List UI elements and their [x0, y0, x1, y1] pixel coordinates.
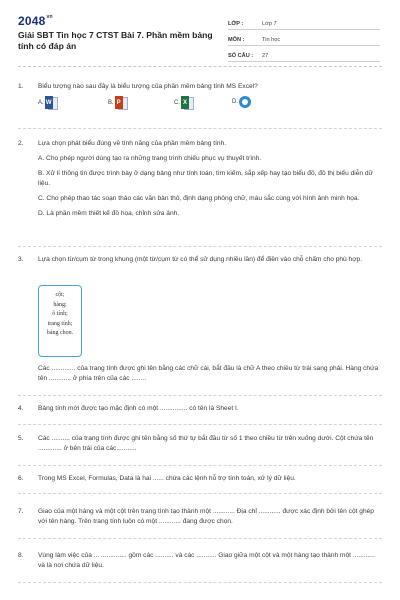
question-text: Vùng làm việc của ... .............. gồm các .......... và các ........... Giao giữa một cột và một hàng tạo thành một ............ và là nơi chứa dữ liệu.	[38, 552, 375, 569]
option-label: D.	[232, 99, 238, 105]
option-label: C.	[174, 100, 180, 106]
question-divider	[18, 465, 382, 466]
question-text: Bảng tính mới được tạo mặc định có một ............... có tên là Sheet I.	[38, 405, 239, 412]
excel-icon: X	[181, 96, 194, 109]
question-divider	[18, 128, 382, 129]
question-6	[18, 474, 380, 486]
question-number: 1.	[18, 83, 24, 90]
option-d[interactable]	[232, 96, 251, 108]
option-c[interactable]: C. Cho phép thao tác soạn thảo các văn bản thô, định dạng phông chữ, màu sắc cùng với hình ảnh minh họa.	[38, 195, 360, 202]
document-title: Giải SBT Tin học 7 CTST Bài 7. Phần mềm bảng tính có đáp án	[18, 30, 213, 51]
question-number: 2.	[18, 140, 24, 147]
word-bank-item: cột;	[55, 292, 65, 298]
question-number: 4.	[18, 405, 24, 412]
meta-value: Tin học	[262, 37, 281, 43]
question-number: 3.	[18, 256, 24, 263]
option-b[interactable]	[108, 96, 128, 109]
option-label: B.	[108, 100, 114, 106]
question-divider	[18, 538, 382, 539]
question-text: Các ............. của trang tính được ghi tên bằng các chữ cái, bắt đầu là chữ A theo chiều từ trái sang phải. Hàng chứa tên ............ ở phía trên của các ........	[38, 365, 379, 382]
word-bank-item: ô tính;	[52, 311, 68, 317]
question-body	[38, 551, 380, 571]
question-body	[38, 139, 380, 219]
meta-label: SỐ CÂU :	[228, 53, 254, 59]
word-bank-item: bảng chọn.	[46, 330, 74, 336]
question-text: Giao của một hàng và một cột trên trang tính tạo thành một ............ Địa chỉ ............ được xác định bởi tên cột ghép với tên hàng. Trên trang tính luôn có một ............ đang được chọn.	[38, 508, 374, 525]
question-4	[18, 404, 380, 416]
logo-suffix: vn	[46, 14, 53, 20]
site-logo[interactable]	[18, 14, 53, 28]
icon-options	[38, 94, 278, 114]
question-body	[38, 507, 380, 527]
option-a[interactable]: A. Cho phép người dùng tạo ra những trang trình chiếu phục vụ thuyết trình.	[38, 155, 262, 162]
question-text: Trong MS Excel, Formulas, Data là hai ...... chứa các lệnh hỗ trợ tính toán, xử lý dữ liệu.	[38, 475, 296, 482]
question-text: Lựa chọn phát biểu đúng về tính năng của phần mềm bảng tính.	[38, 140, 227, 147]
question-number: 7.	[18, 508, 24, 515]
meta-panel	[228, 14, 380, 62]
word-bank	[38, 285, 82, 357]
question-number: 5.	[18, 435, 24, 442]
question-divider	[18, 493, 382, 494]
question-7	[18, 507, 380, 529]
question-1	[18, 82, 380, 118]
option-d[interactable]: D. Là phần mềm thiết kế đồ họa, chỉnh sửa ảnh.	[38, 210, 180, 217]
question-number: 6.	[18, 475, 24, 482]
meta-row-subject	[228, 30, 380, 46]
header-divider	[18, 66, 382, 67]
question-body	[38, 434, 380, 454]
question-body	[38, 82, 380, 92]
word-icon: W	[45, 96, 58, 109]
meta-value: Lớp 7	[262, 21, 277, 27]
question-8	[18, 551, 380, 573]
question-3	[18, 255, 380, 390]
option-b[interactable]: B. Xử lí thông tin được trình bày ở dạng bảng như tính toán, tìm kiếm, sắp xếp hay tạo biểu đồ, đồ thị biểu diễn dữ liệu.	[38, 170, 373, 187]
option-label: A.	[38, 100, 44, 106]
meta-label: MÔN :	[228, 37, 245, 43]
meta-row-class	[228, 14, 380, 30]
meta-label: LỚP :	[228, 21, 244, 27]
logo-text: 2048	[18, 14, 46, 28]
question-divider	[18, 424, 382, 425]
blue-circle-icon	[239, 96, 251, 108]
question-2	[18, 139, 380, 239]
meta-value: 27	[262, 53, 269, 59]
meta-row-question-count	[228, 46, 380, 62]
question-continuation	[38, 364, 380, 384]
question-number: 8.	[18, 552, 24, 559]
word-bank-item: hàng;	[53, 301, 67, 308]
question-body	[38, 474, 380, 484]
word-bank-item: trang tính;	[47, 320, 73, 327]
option-a[interactable]	[38, 96, 58, 109]
question-body	[38, 404, 380, 414]
question-5	[18, 434, 380, 456]
question-text: Biểu tượng nào sau đây là biểu tượng của phần mềm bảng tính MS Excel?	[38, 83, 258, 90]
question-text: Các .......... của trang tính được ghi tên bằng số thứ tự bắt đầu từ số 1 theo chiều từ trên xuống dưới. Cột chứa tên ............. ở bên trái của các...........	[38, 435, 374, 452]
question-divider	[18, 395, 382, 396]
option-c[interactable]	[174, 96, 194, 109]
question-divider	[18, 582, 382, 583]
question-body	[38, 255, 380, 265]
powerpoint-icon: P	[115, 96, 128, 109]
question-divider	[18, 246, 382, 247]
question-text: Lựa chọn từ/cụm từ trong khung (một từ/cụm từ có thể sử dụng nhiều lần) để điền vào chỗ chấm cho phù hợp.	[38, 256, 363, 263]
